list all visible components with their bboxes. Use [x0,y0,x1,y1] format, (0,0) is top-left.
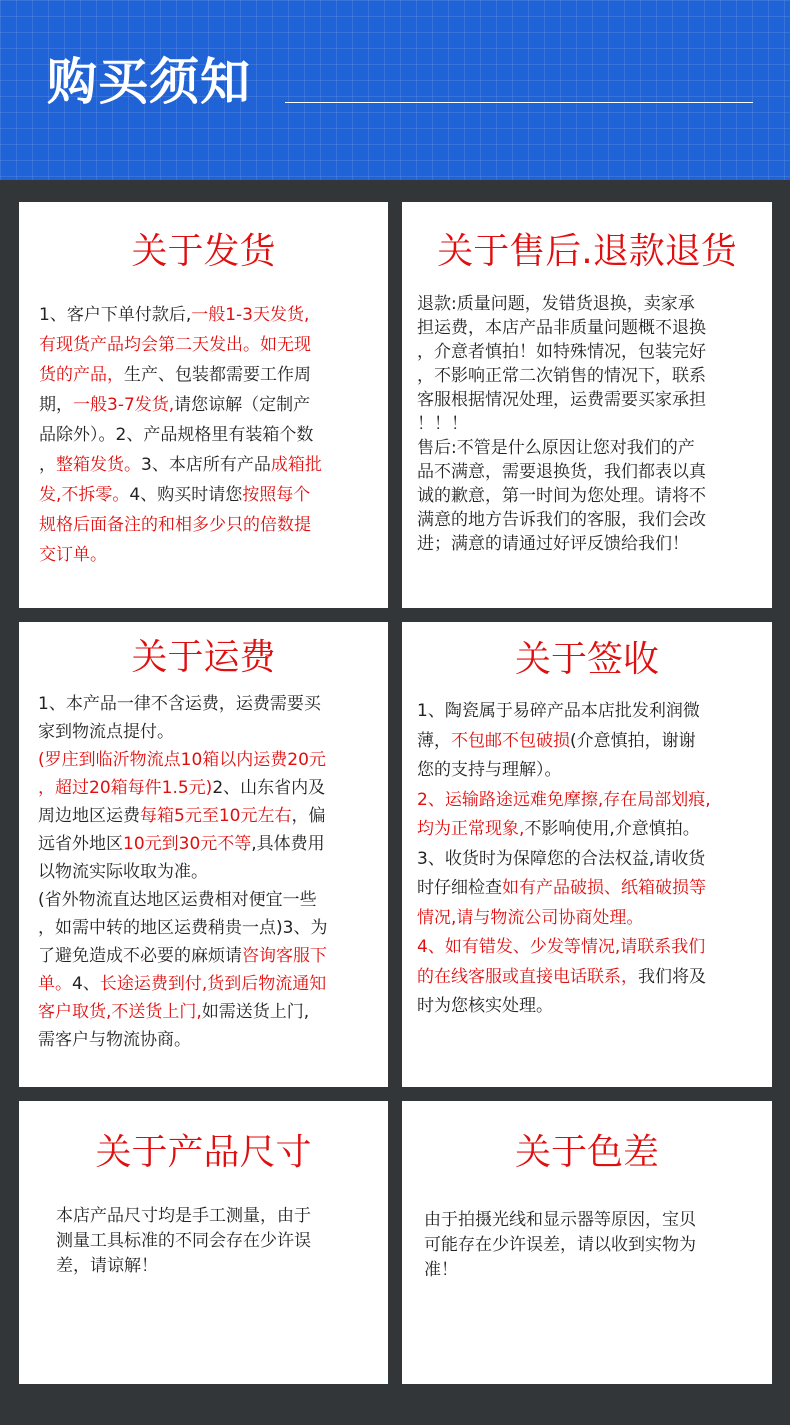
body-text: 由于拍摄光线和显示器等原因，宝贝 [424,1210,696,1230]
body-text: 1、陶瓷属于易碎产品本店批发利润微 [417,701,700,721]
body-text: 退款:质量问题，发错货退换，卖家承 [417,294,695,314]
body-line [39,510,322,540]
card-body [56,1204,311,1279]
body-text: 担运费，本店产品非质量问题概不退换 [417,318,706,338]
body-line [38,858,327,886]
highlight-text: 发,不拆零。 [39,485,130,505]
body-line [417,364,706,388]
highlight-text: 每箱5元至10元左右 [140,806,292,826]
body-line [39,300,322,330]
card-shipping [19,202,388,608]
highlight-text: 均为正常现象, [417,819,525,839]
card-receipt [402,622,772,1087]
body-line [424,1233,696,1258]
highlight-text: 成箱批 [270,455,322,475]
body-line [417,786,711,816]
body-line [417,316,706,340]
highlight-text: 2、 [417,789,445,810]
body-line [417,340,706,364]
body-line [38,1026,327,1054]
body-text: 了避免造成不必要的麻烦请 [38,946,242,966]
highlight-text: 情况,请与物流公司协商处理。 [417,907,644,928]
body-line [38,746,327,774]
highlight-text: 整箱发货。 [56,455,141,475]
highlight-text: 货的产品， [39,365,124,385]
highlight-text: 规格后面备注的和相多少只的倍数提 [39,515,311,535]
card-title: 关于运费 [131,637,276,678]
card-body [424,1208,696,1283]
body-line [424,1258,696,1283]
highlight-text: 运输路途远难免摩擦,存在局部划痕, [444,789,711,810]
highlight-text: 不包邮不包破损 [451,730,570,751]
body-text: ！！！ [417,414,468,434]
body-line [39,390,322,420]
body-line [417,460,706,484]
body-line [38,914,327,942]
highlight-text: 交订单。 [39,545,107,565]
card-title: 关于产品尺寸 [95,1132,312,1173]
body-text: 4、购买时请您 [129,485,243,505]
body-line [417,963,711,993]
card-body [38,690,327,1054]
body-line [38,998,327,1026]
body-text: 以物流实际收取为准。 [38,862,208,882]
card-title: 关于发货 [131,231,276,272]
body-text: 品除外）。2、产品规格里有装箱个数 [39,425,314,445]
highlight-text: 一般1-3天发货, [191,305,310,325]
highlight-text: (罗庄到临沂物流点10箱以内运费20元 [38,750,326,770]
body-text: 2、山东省内及 [212,778,326,798]
body-text: 我们将及 [638,966,706,987]
highlight-text: 长途运费到付,货到后物流通知 [99,974,327,994]
card-title: 关于色差 [514,1132,659,1173]
highlight-text: 咨询客服下 [242,946,327,966]
body-text: 1、本产品一律不含运费，运费需要买 [38,694,321,714]
highlight-text: 10元到30元不等 [123,834,252,854]
body-text: 周边地区运费 [38,806,140,826]
body-text: 满意的地方告诉我们的客服，我们会改 [417,510,706,530]
body-text: 不影响使用,介意慎拍。 [524,819,700,839]
body-text: ， [39,455,56,475]
highlight-text: 的在线客服或直接电话联系， [417,966,638,987]
body-line [417,756,711,786]
body-line [39,480,322,510]
body-text: 如需送货上门, [201,1002,310,1022]
body-text: ，如需中转的地区运费稍贵一点)3、为 [38,918,328,938]
card-color [402,1101,772,1384]
body-text: 可能存在少许误差，请以收到实物为 [424,1235,696,1255]
body-text: 您的支持与理解）。 [417,760,562,780]
body-text: ，不影响正常二次销售的情况下，联系 [417,366,706,386]
body-text: 4、 [72,974,100,994]
body-line [417,532,706,556]
highlight-text: ，超过20箱每件1.5元) [38,778,213,798]
body-line [38,718,327,746]
body-line [39,330,322,360]
card-title: 关于售后.退款退货 [437,231,737,272]
highlight-text: 如有错发、少发等情况,请联系我们 [444,937,706,957]
body-line [417,292,706,316]
card-body [417,292,706,556]
body-text: 时仔细检查 [417,878,502,898]
body-text: 时为您核实处理。 [417,996,553,1016]
body-line [417,727,711,757]
highlight-text: 有现货产品均会第二天发出。如无现 [39,335,311,355]
body-line [56,1204,311,1229]
body-line [38,802,327,830]
highlight-text: 按照每个 [242,485,311,505]
body-line [417,697,711,727]
card-aftersale [402,202,772,608]
highlight-text: 4、 [417,937,445,957]
body-line [38,774,327,802]
body-line [417,815,711,845]
body-text: ,具体费用 [251,834,325,854]
card-body [417,697,711,1022]
body-text: ，偏 [291,806,326,826]
body-text: 客服根据情况处理，运费需要买家承担 [417,390,706,410]
body-line [38,970,327,998]
body-text: 品不满意，需要退换货，我们都表以真 [417,462,706,482]
body-text: ，介意者慎拍！如特殊情况，包装完好 [417,342,706,362]
card-title: 关于签收 [514,639,659,680]
body-line [417,388,706,412]
body-text: (介意慎拍，谢谢 [570,730,696,751]
body-text: 测量工具标准的不同会存在少许误 [56,1231,311,1251]
body-line [39,450,322,480]
header-banner [0,0,790,180]
body-line [424,1208,696,1233]
body-line [417,933,711,963]
body-text: 请您谅解（定制产 [174,395,311,415]
body-line [417,484,706,508]
body-text: 准！ [424,1260,458,1280]
body-text: 1、客户下单付款后, [39,305,192,325]
body-text: 期， [39,395,73,415]
body-text: (省外物流直达地区运费相对便宜一些 [38,890,317,910]
body-line [417,845,711,875]
body-line [39,420,322,450]
body-text: 3、收货时为保障您的合法权益,请收货 [417,848,706,869]
body-text: 薄， [417,730,451,751]
body-line [39,360,322,390]
body-line [38,830,327,858]
body-line [38,886,327,914]
body-text: 远省外地区 [38,834,123,854]
body-line [417,992,711,1022]
body-line [417,436,706,460]
body-text: 售后:不管是什么原因让您对我们的产 [417,438,695,458]
body-text: 需客户与物流协商。 [38,1030,191,1050]
body-line [39,540,322,570]
body-text: 进；满意的请通过好评反馈给我们！ [417,534,689,554]
card-freight [19,622,388,1087]
highlight-text: 客户取货,不送货上门, [38,1002,202,1022]
body-line [417,874,711,904]
body-text: 差，请谅解！ [56,1256,158,1276]
body-line [38,690,327,718]
card-size [19,1101,388,1384]
highlight-text: 单。 [38,974,72,994]
card-body [39,300,322,570]
highlight-text: 如有产品破损、纸箱破损等 [502,878,706,898]
body-text: 生产、包装都需要工作周 [124,365,311,385]
header-divider [285,102,753,103]
body-line [56,1254,311,1279]
body-line [417,904,711,934]
body-text: 诚的歉意，第一时间为您处理。请将不 [417,486,706,506]
body-text: 本店产品尺寸均是手工测量，由于 [56,1206,311,1226]
body-text: 3、本店所有产品 [141,455,271,475]
body-text: 家到物流点提付。 [38,722,174,742]
highlight-text: 一般3-7发货, [73,395,175,415]
body-line [38,942,327,970]
page-title: 购买须知 [47,53,251,111]
body-line [417,508,706,532]
body-line [417,412,706,436]
body-line [56,1229,311,1254]
